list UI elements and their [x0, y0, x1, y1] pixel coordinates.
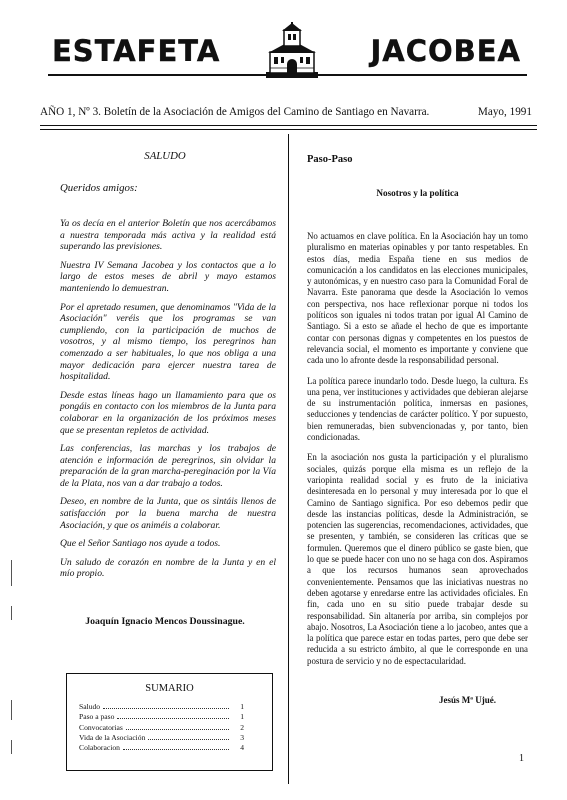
toc-label: Saludo	[79, 702, 101, 712]
saludo-paragraph: Desde estas líneas hago un llamamiento para que os pongáis en contacto con los miembros de la Junta para colaborar en la organización de los próximos meses que se presentan repletos de actividad.	[60, 389, 276, 436]
toc-page: 1	[240, 702, 244, 712]
toc-item[interactable]	[79, 701, 244, 711]
article-title: Nosotros y la política	[376, 188, 459, 198]
toc-item[interactable]	[79, 721, 244, 731]
section-title: Paso-Paso	[307, 154, 353, 165]
masthead-title-right: JACOBEA	[370, 34, 521, 68]
toc-item[interactable]	[79, 711, 244, 721]
column-divider	[288, 134, 289, 784]
article-paragraph: La política parece inundarlo todo. Desde luego, la cultura. Es una pena, ver instituciones y actividades que debieran alejarse de su instrumentación política, inmersas en pasiones, seducciones y tendencias de carácter político. Y por supuesto, bien remuneradas, bien subvencionadas y, por tanto, bien condicionadas.	[307, 375, 528, 443]
toc-label: Paso a paso	[79, 712, 115, 722]
header-rule	[40, 125, 537, 126]
table-of-contents	[79, 701, 244, 752]
scan-mark	[11, 740, 12, 754]
toc-page: 2	[240, 722, 244, 732]
toc-leader	[148, 739, 229, 740]
issue-date: Mayo, 1991	[477, 106, 532, 118]
church-icon	[264, 22, 320, 80]
toc-page: 4	[240, 742, 244, 752]
toc-page: 3	[240, 732, 244, 742]
article-signature: Jesús Mª Ujué.	[439, 694, 496, 705]
article-paragraph: En la asociación nos gusta la participación y el pluralismo sociales, quizás porque ella misma es un reflejo de la variopinta realidad social y es fruto de la iniciativa desinteresada en lo personal y muy interesada por lo que el Camino de Santiago significa. Por eso debemos pedir que desde las instancias políticas, desde la Administración, se potencien las sugerencias, recomendaciones, actividades, que se presenten, y también, se consideren las críticas que se formulen. Queremos que el dinero público se gaste bien, que lo que se puede hacer con uno no se haga con dos. Aspiramos a que los recursos humanos sean aprovechados convenientemente. Pensamos que las iniciativas nuestras no deben agotarse y enredarse entre las actividades oficiales. En fin, cada uno en su sitio puede trabajar desde su responsabilidad. Sin altanería por arriba, sin complejos por abajo. Nosotros, La Asociación tiene a lo jacobeo, antes que a la política que parece estar en todas partes, pero que debe ser reducida a su estricto ámbito, al que le corresponde en una postura de servicio y no de espectacularidad.	[307, 452, 528, 666]
scan-mark	[11, 700, 12, 720]
saludo-column	[54, 150, 276, 627]
toc-label: Vida de la Asociación	[79, 732, 146, 742]
saludo-paragraph: Las conferencias, las marchas y los trabajos de atención e información de peregrinos, sin olvidar la preparación de la gran marcha-pereginación por la Vía de la Plata, nos van a dar trabajo a todos.	[60, 443, 276, 489]
saludo-paragraph: Un saludo de corazón en nombre de la Junta y en el mío propio.	[60, 556, 276, 580]
saludo-signature: Joaquín Ignacio Mencos Doussinague.	[85, 616, 245, 628]
toc-leader	[123, 749, 229, 750]
paso-paso-column	[307, 150, 528, 705]
toc-leader	[117, 718, 229, 719]
saludo-paragraph: Ya os decía en el anterior Boletín que nos acercábamos a nuestra temporada más activa y la realidad está superando las previsiones.	[60, 218, 276, 253]
issue-text: AÑO 1, Nº 3. Boletín de la Asociación de Amigos del Camino de Santiago en Navarra.	[40, 106, 430, 118]
page-number: 1	[519, 753, 524, 764]
saludo-paragraph: Deseo, en nombre de la Junta, que os sintáis llenos de satisfacción por la buena marcha de nuestra Asociación, y que os animéis a colaborar.	[60, 496, 276, 531]
saludo-greeting: Queridos amigos:	[60, 182, 138, 194]
saludo-paragraph: Nuestra IV Semana Jacobea y los contactos que a lo largo de estos meses de abril y mayo estamos manteniendo lo demuestran.	[60, 259, 276, 294]
issue-info	[40, 106, 535, 118]
saludo-paragraph: Por el apretado resumen, que denominamos "Vida de la Asociación" veréis que los programas se van cumpliendo, con la participación de muchos de vosotros, y al mismo tiempo, los peregrinos han comenzado a ser habituales, lo que nos obliga a una mayor dedicación para ejercer nuestra tarea de hospitalidad.	[60, 301, 276, 383]
masthead	[40, 22, 535, 82]
scan-mark	[11, 606, 12, 620]
toc-leader	[126, 729, 229, 730]
summary-title: SUMARIO	[145, 683, 194, 694]
saludo-title: SALUDO	[144, 150, 186, 162]
toc-label: Colaboracion	[79, 742, 120, 752]
article-paragraph: No actuamos en clave política. En la Asociación hay un tomo pluralismo en materias opinables y por tanto respetables. En estos días, media España tiene en sus medios de comunicación a los candidatos en las elecciones municipales, y autonómicas, y en nuestro caso para la Comunidad Foral de Navarra. Este panorama que desde la Asociación lo vemos con perspectiva, nos hace reflexionar porque ni todos los políticos son iguales ni todos tratan por igual Al Camino de Santiago. Si a esto se añade el hecho de que es importante contar con personas dignas y competentes en los puestos de relevancia social, el momento es importante y conviene que cada uno lo afronte desde la responsabilidad personal.	[307, 231, 528, 366]
masthead-rule	[48, 74, 527, 76]
saludo-paragraph: Que el Señor Santiago nos ayude a todos.	[60, 538, 221, 550]
toc-page: 1	[240, 712, 244, 722]
toc-leader	[103, 708, 229, 709]
masthead-title-left: ESTAFETA	[52, 34, 221, 68]
scan-mark	[11, 560, 12, 586]
toc-item[interactable]	[79, 742, 244, 752]
toc-item[interactable]	[79, 732, 244, 742]
header-rule-thin	[40, 129, 537, 130]
summary-box	[66, 673, 273, 771]
toc-label: Convocatorias	[79, 722, 123, 732]
